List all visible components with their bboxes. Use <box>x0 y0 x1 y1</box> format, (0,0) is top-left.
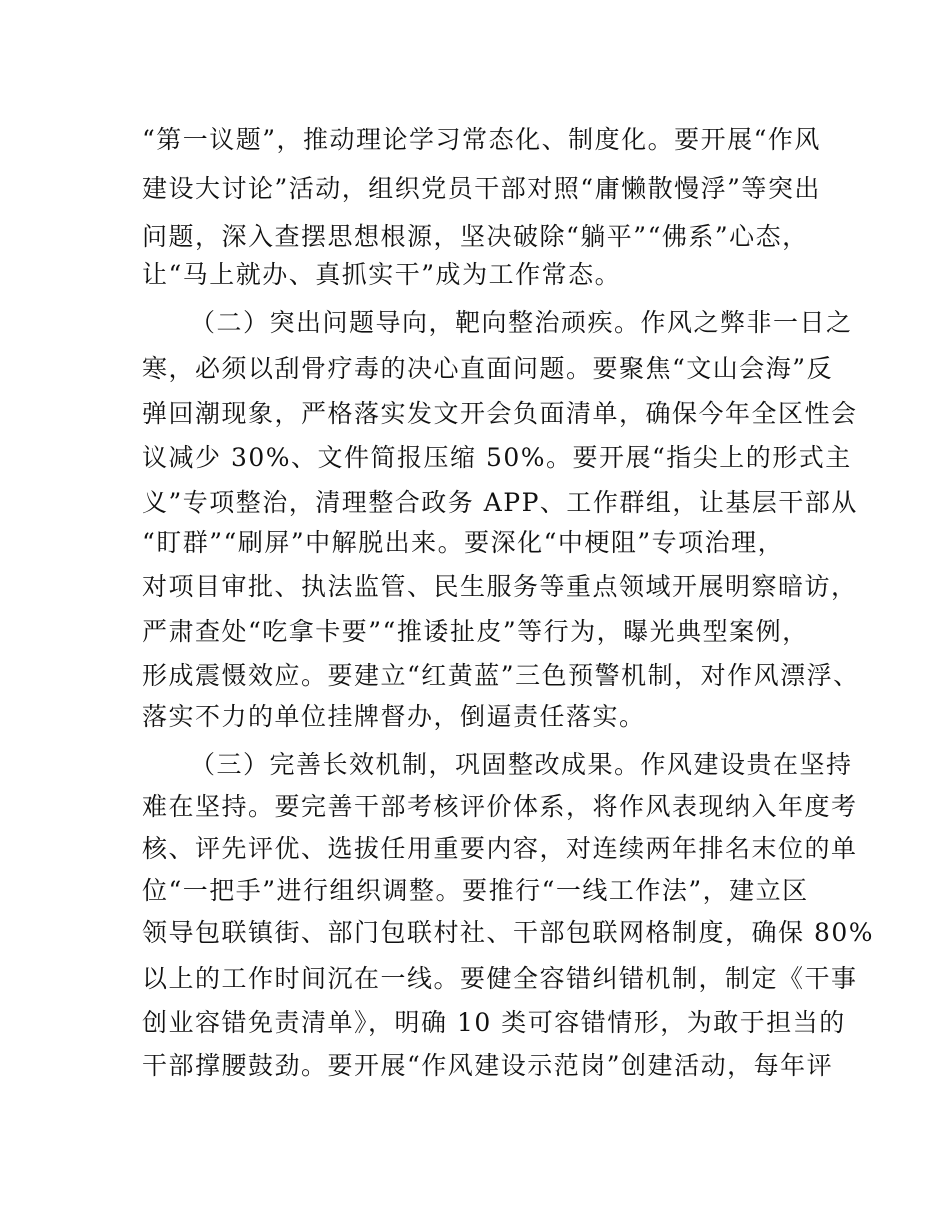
text-line: 落实不力的单位挂牌督办，倒逼责任落实。 <box>142 702 646 731</box>
text-line: 位“一把手”进行组织调整。要推行“一线工作法”，建立区 <box>142 876 809 905</box>
text-line: 对项目审批、执法监管、民生服务等重点领域开展明察暗访， <box>142 572 858 601</box>
text-line: 寒，必须以刮骨疗毒的决心直面问题。要聚焦“文山会海”反 <box>142 354 834 383</box>
text-line: 义”专项整治，清理整合政务 APP、工作群组，让基层干部从 <box>142 488 858 517</box>
text-line: 建设大讨论”活动，组织党员干部对照“庸懒散慢浮”等突出 <box>142 174 821 203</box>
section-heading-line: （二）突出问题导向，靶向整治顽疾。作风之弊非一日之 <box>190 308 853 337</box>
text-line: 核、评先评优、选拔任用重要内容，对连续两年排名末位的单 <box>142 834 858 863</box>
text-line: 难在坚持。要完善干部考核评价体系，将作风表现纳入年度考 <box>142 792 858 821</box>
text-line: 创业容错免责清单》，明确 10 类可容错情形，为敢于担当的 <box>142 1008 846 1037</box>
text-line: 以上的工作时间沉在一线。要健全容错纠错机制，制定《干事 <box>142 964 858 993</box>
text-line: 领导包联镇街、部门包联村社、干部包联网格制度，确保 80% <box>142 918 875 947</box>
text-line: 让“马上就办、真抓实干”成为工作常态。 <box>142 260 622 289</box>
text-line: 问题，深入查摆思想根源，坚决破除“躺平”“佛系”心态， <box>142 222 809 251</box>
text-line: 形成震慑效应。要建立“红黄蓝”三色预警机制，对作风漂浮、 <box>142 661 860 690</box>
text-line: “盯群”“刷屏”中解脱出来。要深化“中梗阻”专项治理， <box>142 528 785 557</box>
text-line: 严肃查处“吃拿卡要”“推诿扯皮”等行为，曝光典型案例， <box>142 617 809 646</box>
text-line: 议减少 30%、文件简报压缩 50%。要开展“指尖上的形式主 <box>142 443 852 472</box>
text-line: “第一议题”，推动理论学习常态化、制度化。要开展“作风 <box>142 125 821 154</box>
text-line: 干部撑腰鼓劲。要开展“作风建设示范岗”创建活动，每年评 <box>142 1051 834 1080</box>
text-line: 弹回潮现象，严格落实发文开会负面清单，确保今年全区性会 <box>142 399 858 428</box>
section-heading-line: （三）完善长效机制，巩固整改成果。作风建设贵在坚持 <box>190 750 853 779</box>
